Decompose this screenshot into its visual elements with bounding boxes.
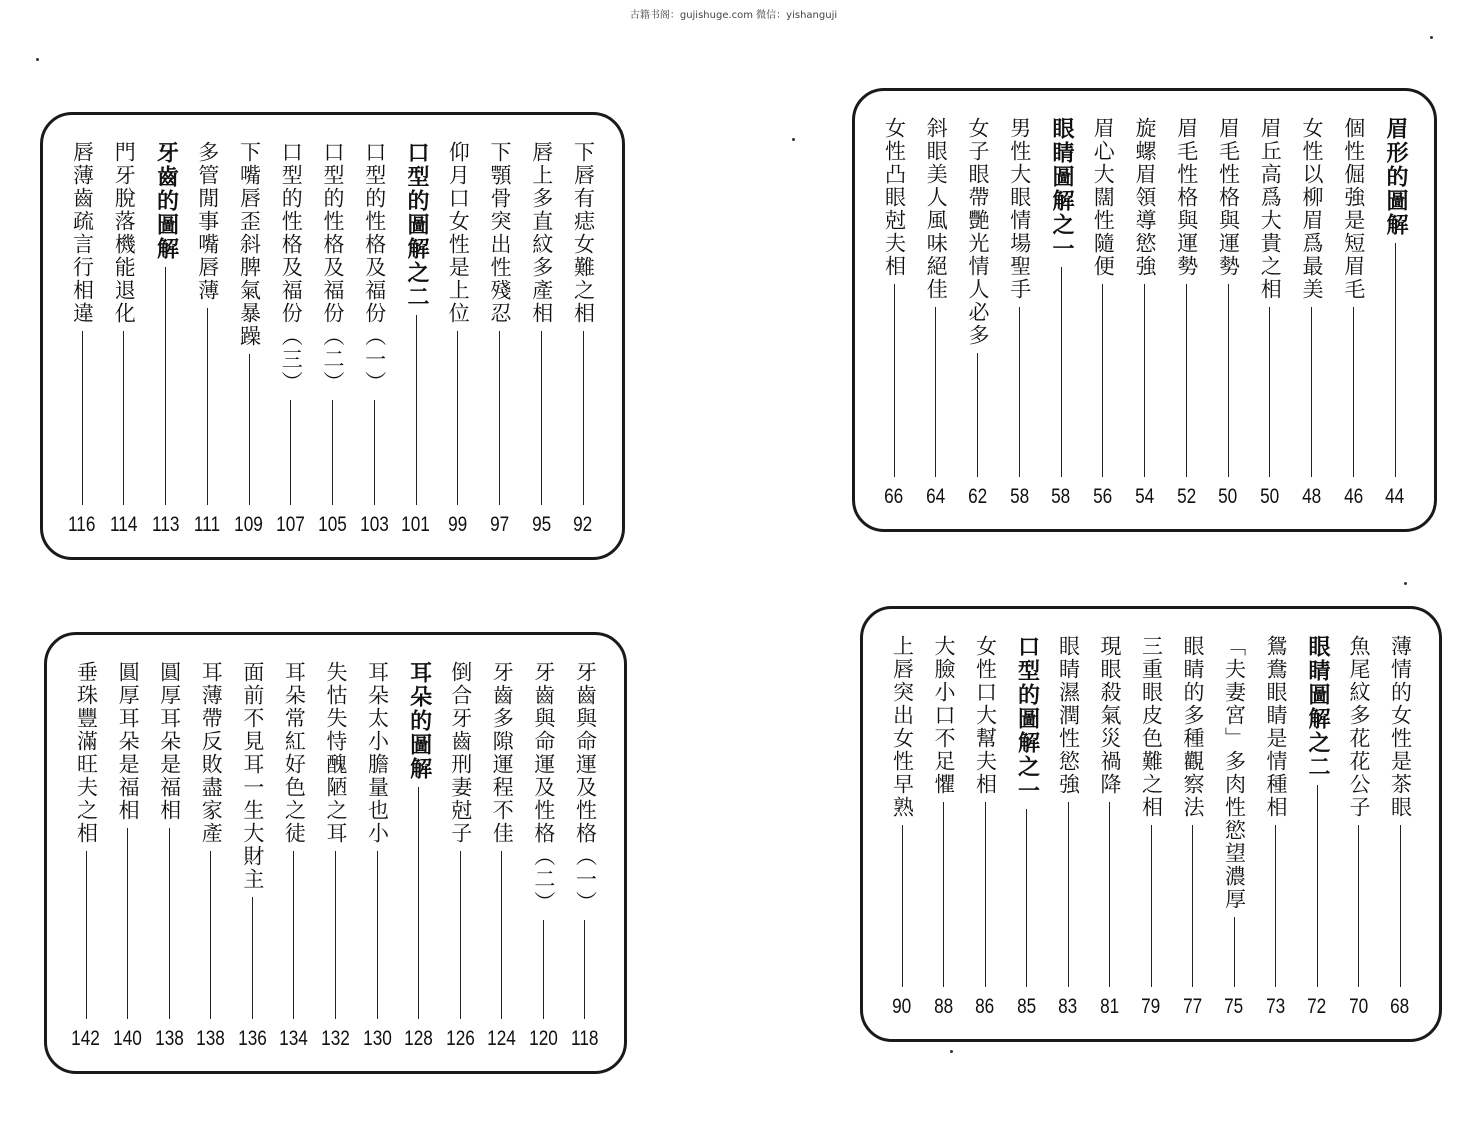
leader-line	[252, 897, 253, 1019]
toc-entry-title: 眼睛濕潤性慾強	[1056, 635, 1081, 796]
toc-entry[interactable]	[190, 141, 224, 537]
toc-entry[interactable]	[1128, 117, 1162, 509]
leader-line	[290, 400, 291, 505]
toc-entry-page: 128	[404, 1027, 434, 1050]
toc-section-heading[interactable]	[149, 141, 183, 537]
toc-entry-page: 126	[445, 1027, 475, 1050]
leader-line	[1358, 825, 1359, 987]
toc-columns	[69, 661, 602, 1051]
toc-entry-page: 70	[1348, 995, 1369, 1018]
toc-entry[interactable]	[1336, 117, 1370, 509]
leader-line	[249, 354, 250, 505]
leader-line	[501, 851, 502, 1019]
leader-line	[584, 920, 585, 1019]
toc-entry-title: 薄情的女性是茶眼	[1388, 635, 1413, 819]
toc-entry-title: 眉毛性格與運勢	[1174, 117, 1199, 278]
toc-entry-page: 79	[1141, 995, 1161, 1018]
scan-speck	[1430, 36, 1433, 39]
toc-entry-title: 失怙失恃醜陋之耳	[323, 661, 348, 845]
toc-entry-page: 77	[1182, 995, 1203, 1018]
leader-line	[985, 802, 986, 987]
toc-entry-title: 唇上多直紋多產相	[529, 141, 554, 325]
toc-entry-page: 50	[1260, 485, 1280, 508]
leader-line	[943, 802, 944, 987]
leader-line	[332, 400, 333, 505]
toc-columns	[65, 141, 600, 537]
toc-entry[interactable]	[1051, 635, 1085, 1019]
leader-line	[543, 920, 544, 1019]
leader-line	[165, 267, 166, 505]
toc-entry-page: 73	[1265, 995, 1286, 1018]
toc-panel-mouth-teeth	[40, 112, 625, 560]
leader-line	[1234, 917, 1235, 987]
toc-entry-page: 130	[362, 1027, 392, 1050]
toc-entry-page: 64	[926, 485, 946, 508]
toc-entry-page: 68	[1390, 995, 1410, 1018]
toc-entry-title: 耳朵常紅好色之徒	[282, 661, 307, 845]
toc-entry-page: 66	[884, 485, 904, 508]
toc-entry-title: 口型的圖解之一	[1014, 635, 1040, 803]
leader-line	[1019, 307, 1020, 477]
toc-entry-page: 75	[1224, 995, 1244, 1018]
toc-entry-title: 下唇有痣女難之相	[571, 141, 596, 325]
toc-entry-title: 圓厚耳朵是福相	[116, 661, 141, 822]
toc-entry-page: 132	[321, 1027, 350, 1050]
toc-entry-title: 耳朵太小膽量也小	[365, 661, 390, 845]
toc-entry-title: 唇薄齒疏言行相違	[70, 141, 95, 325]
toc-entry-page: 120	[528, 1027, 558, 1050]
toc-entry[interactable]	[111, 661, 145, 1051]
toc-entry-title: 眼睛的多種觀察法	[1181, 635, 1205, 819]
toc-entry-title: 魚尾紋多花花公子	[1347, 635, 1371, 819]
toc-entry-title: 門牙脫落機能退化	[112, 141, 137, 325]
toc-entry-page: 46	[1343, 485, 1363, 508]
leader-line	[418, 787, 419, 1019]
toc-entry-page: 58	[1009, 485, 1029, 508]
leader-line	[541, 331, 542, 505]
toc-entry-title: 倒合牙齒刑妻尅子	[448, 661, 473, 845]
toc-entry-page: 111	[194, 513, 221, 536]
toc-entry[interactable]	[1253, 117, 1287, 509]
watermark: 古籍书阁：gujishuge.com 微信：yishanguji	[629, 10, 838, 21]
scan-speck	[950, 1050, 953, 1053]
toc-entry-title: 眼睛圖解之二	[1305, 635, 1330, 779]
toc-entry[interactable]	[1211, 117, 1245, 509]
toc-entry-page: 52	[1176, 485, 1196, 508]
toc-entry-page: 114	[110, 513, 138, 536]
leader-line	[1228, 284, 1229, 477]
toc-entry-page: 48	[1301, 485, 1322, 508]
toc-entry-page: 62	[967, 485, 988, 508]
toc-entry-title: 口型的性格及福份（一）	[362, 141, 387, 394]
leader-line	[1151, 825, 1152, 987]
toc-entry-page: 81	[1099, 995, 1120, 1018]
toc-entry-page: 92	[573, 513, 593, 536]
toc-entry-page: 103	[359, 513, 389, 536]
leader-line	[1275, 825, 1276, 987]
leader-line	[1061, 267, 1062, 477]
leader-line	[583, 331, 584, 505]
toc-entry[interactable]	[968, 635, 1002, 1019]
toc-entry-title: 多管閒事嘴唇薄	[195, 141, 220, 302]
toc-entry-page: 97	[489, 513, 510, 536]
toc-entry[interactable]	[69, 661, 103, 1051]
leader-line	[1144, 284, 1145, 477]
toc-entry-title: 下嘴唇歪斜脾氣暴躁	[237, 141, 262, 348]
toc-entry-page: 54	[1134, 485, 1155, 508]
scan-speck	[36, 58, 39, 61]
toc-entry-title: 牙齒多隙運程不佳	[490, 661, 515, 845]
toc-entry[interactable]	[961, 117, 995, 509]
toc-panel-eyes-mouth	[860, 606, 1442, 1042]
toc-entry-page: 124	[487, 1027, 517, 1050]
leader-line	[460, 851, 461, 1019]
leader-line	[1109, 802, 1110, 987]
leader-line	[293, 851, 294, 1019]
leader-line	[1269, 307, 1270, 477]
toc-entry-page: 134	[279, 1027, 309, 1050]
toc-entry[interactable]	[526, 661, 560, 1051]
toc-entry[interactable]	[566, 141, 600, 537]
toc-entry-page: 140	[113, 1027, 142, 1050]
toc-entry-title: 女性凸眼尅夫相	[882, 117, 907, 278]
toc-entry[interactable]	[877, 117, 911, 509]
toc-entry[interactable]	[919, 117, 953, 509]
toc-entry[interactable]	[1169, 117, 1203, 509]
leader-line	[1068, 802, 1069, 987]
toc-entry-title: 牙齒與命運及性格（二）	[531, 661, 556, 914]
toc-entry[interactable]	[1217, 635, 1251, 1019]
toc-entry-title: 口型的性格及福份（三）	[279, 141, 304, 394]
toc-entry[interactable]	[232, 141, 266, 537]
toc-entry-page: 85	[1016, 995, 1037, 1018]
toc-entry-title: 圓厚耳朵是福相	[157, 661, 182, 822]
toc-entry-title: 旋螺眉領導慾強	[1133, 117, 1157, 278]
toc-entry-page: 138	[196, 1027, 226, 1050]
toc-entry[interactable]	[65, 141, 99, 537]
toc-entry[interactable]	[568, 661, 602, 1051]
toc-entry-title: 眉形的圖解	[1383, 117, 1408, 237]
toc-section-heading[interactable]	[399, 141, 433, 537]
toc-entry[interactable]	[1342, 635, 1376, 1019]
toc-entry[interactable]	[927, 635, 961, 1019]
toc-entry-title: 仰月口女性是上位	[446, 141, 471, 325]
toc-entry-title: 女性以柳眉爲最美	[1300, 117, 1324, 301]
toc-entry-title: 「夫妻宮」多肉性慾望濃厚	[1222, 635, 1247, 911]
toc-entry-page: 90	[892, 995, 912, 1018]
toc-entry-page: 138	[154, 1027, 184, 1050]
toc-entry[interactable]	[316, 141, 350, 537]
toc-entry-title: 垂珠豐滿旺夫之相	[74, 661, 99, 845]
leader-line	[374, 400, 375, 505]
toc-entry[interactable]	[318, 661, 352, 1051]
toc-entry[interactable]	[1134, 635, 1168, 1019]
toc-entry[interactable]	[152, 661, 186, 1051]
toc-section-heading[interactable]	[1044, 117, 1078, 509]
toc-panel-teeth-ears	[44, 632, 627, 1074]
toc-entry-page: 56	[1093, 485, 1113, 508]
toc-entry[interactable]	[360, 661, 394, 1051]
leader-line	[1311, 307, 1312, 477]
toc-entry-title: 男性大眼情場聖手	[1007, 117, 1032, 301]
toc-entry[interactable]	[885, 635, 919, 1019]
toc-entry-page: 107	[276, 513, 306, 536]
toc-section-heading[interactable]	[402, 661, 436, 1051]
toc-entry-page: 83	[1058, 995, 1078, 1018]
leader-line	[123, 331, 124, 505]
leader-line	[86, 851, 87, 1019]
toc-entry-page: 113	[151, 513, 180, 536]
toc-columns	[885, 635, 1417, 1019]
leader-line	[1395, 243, 1396, 477]
toc-section-heading[interactable]	[1010, 635, 1044, 1019]
toc-entry-title: 眉丘高爲大貴之相	[1258, 117, 1283, 301]
toc-entry-title: 現眼殺氣災禍降	[1098, 635, 1122, 796]
toc-entry-title: 牙齒的圖解	[153, 141, 179, 261]
toc-entry-page: 99	[448, 513, 468, 536]
toc-entry-page: 109	[234, 513, 264, 536]
toc-entry-title: 口型的圖解之二	[404, 141, 429, 309]
scan-speck	[792, 138, 795, 141]
toc-entry-page: 86	[975, 995, 995, 1018]
leader-line	[1186, 284, 1187, 477]
toc-entry-title: 鴛鴦眼睛是情種相	[1264, 635, 1288, 819]
leader-line	[499, 331, 500, 505]
toc-entry-title: 個性倔強是短眉毛	[1341, 117, 1366, 301]
toc-entry-title: 下顎骨突出性殘忍	[488, 141, 512, 325]
leader-line	[1317, 785, 1318, 987]
toc-entry[interactable]	[1002, 117, 1036, 509]
leader-line	[416, 315, 417, 505]
toc-entry[interactable]	[1086, 117, 1120, 509]
toc-entry-page: 44	[1385, 485, 1405, 508]
leader-line	[1192, 825, 1193, 987]
toc-entry-title: 眼睛圖解之一	[1049, 117, 1074, 261]
scan-speck	[1404, 582, 1407, 585]
leader-line	[1400, 825, 1401, 987]
leader-line	[902, 825, 903, 987]
toc-entry[interactable]	[1383, 635, 1417, 1019]
toc-entry-title: 牙齒與命運及性格（一）	[573, 661, 598, 914]
leader-line	[127, 828, 128, 1019]
leader-line	[1102, 284, 1103, 477]
toc-entry-page: 116	[68, 513, 96, 536]
toc-entry[interactable]	[235, 661, 269, 1051]
toc-entry-title: 上唇突出女性早熟	[890, 635, 915, 819]
leader-line	[207, 308, 208, 505]
leader-line	[1026, 809, 1027, 987]
toc-entry[interactable]	[107, 141, 141, 537]
toc-entry[interactable]	[443, 661, 477, 1051]
leader-line	[377, 851, 378, 1019]
leader-line	[1353, 307, 1354, 477]
toc-entry-page: 118	[571, 1027, 599, 1050]
toc-entry-title: 耳薄帶反敗盡家產	[199, 661, 224, 845]
toc-entry[interactable]	[1176, 635, 1210, 1019]
leader-line	[894, 284, 895, 477]
leader-line	[169, 828, 170, 1019]
toc-entry-page: 142	[71, 1027, 101, 1050]
toc-entry[interactable]	[194, 661, 228, 1051]
toc-entry-title: 面前不見耳一生大財主	[240, 661, 265, 891]
toc-section-heading[interactable]	[1378, 117, 1412, 509]
toc-entry-title: 女子眼帶艷光情人必多	[966, 117, 990, 347]
toc-entry[interactable]	[277, 661, 311, 1051]
leader-line	[977, 353, 978, 477]
toc-section-heading[interactable]	[1300, 635, 1334, 1019]
leader-line	[935, 307, 936, 477]
toc-entry[interactable]	[483, 141, 517, 537]
toc-entry-page: 136	[237, 1027, 267, 1050]
toc-entry-page: 50	[1218, 485, 1238, 508]
toc-entry-page: 101	[401, 513, 431, 536]
toc-entry-page: 58	[1051, 485, 1071, 508]
leader-line	[335, 851, 336, 1019]
toc-entry-title: 女性口大幫夫相	[973, 635, 998, 796]
toc-entry-title: 斜眼美人風味絕佳	[924, 117, 949, 301]
toc-entry-title: 口型的性格及福份（二）	[321, 141, 345, 394]
toc-entry-title: 大臉小口不足懼	[932, 635, 956, 796]
toc-entry-title: 三重眼皮色難之相	[1139, 635, 1164, 819]
toc-entry[interactable]	[524, 141, 558, 537]
toc-entry-page: 95	[531, 513, 551, 536]
toc-entry[interactable]	[274, 141, 308, 537]
toc-entry[interactable]	[1295, 117, 1329, 509]
toc-entry-title: 眉心大闊性隨便	[1091, 117, 1116, 278]
toc-columns	[877, 117, 1412, 509]
toc-entry-title: 眉毛性格與運勢	[1216, 117, 1241, 278]
toc-entry-page: 72	[1307, 995, 1327, 1018]
toc-entry[interactable]	[1259, 635, 1293, 1019]
toc-entry-page: 88	[933, 995, 954, 1018]
leader-line	[82, 331, 83, 505]
toc-panel-eyebrows-eyes	[852, 88, 1437, 532]
toc-entry[interactable]	[441, 141, 475, 537]
leader-line	[457, 331, 458, 505]
toc-entry[interactable]	[485, 661, 519, 1051]
toc-entry[interactable]	[1093, 635, 1127, 1019]
toc-entry-title: 耳朵的圖解	[406, 661, 432, 781]
toc-entry-page: 105	[318, 513, 347, 536]
toc-entry[interactable]	[357, 141, 391, 537]
leader-line	[210, 851, 211, 1019]
